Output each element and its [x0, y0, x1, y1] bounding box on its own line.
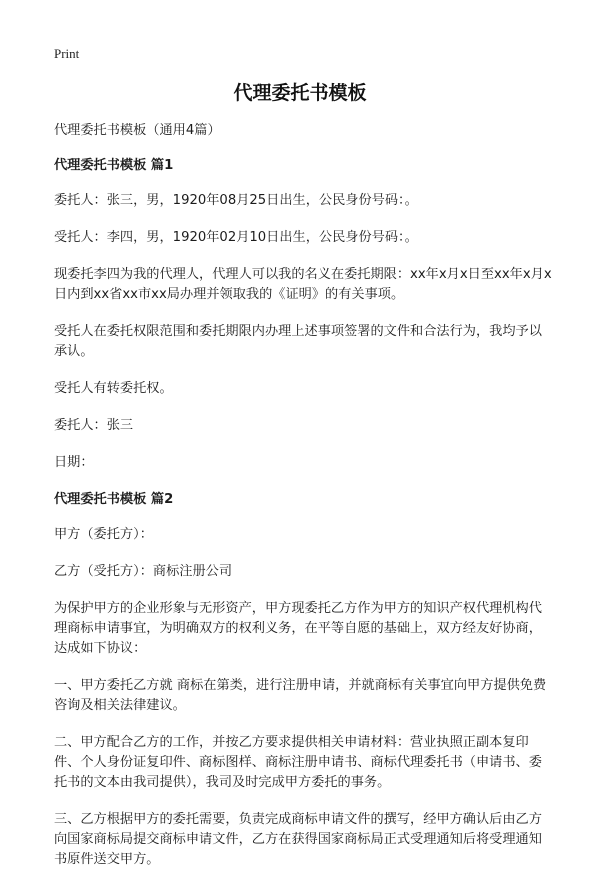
document-body — [54, 121, 554, 887]
paragraph: 三、乙方根据甲方的委托需要，负责完成商标申请文件的撰写，经甲方确认后由乙方向国家商标局提交商标申请文件，乙方在获得国家商标局正式受理通知后将受理通知书原件送交甲方。 — [54, 812, 542, 867]
paragraph: 受托人：李四，男，1920年02月10日出生，公民身份号码：。 — [54, 230, 418, 245]
paragraph: 为保护甲方的企业形象与无形资产，甲方现委托乙方作为甲方的知识产权代理机构代理商标申请事宜，为明确双方的权利义务，在平等自愿的基础上，双方经友好协商，达成如下协议： — [54, 601, 542, 656]
paragraph: 受托人有转委托权。 — [54, 381, 173, 396]
paragraph: 乙方（受托方）：商标注册公司 — [54, 564, 233, 579]
paragraph: 一、甲方委托乙方就 商标在第类，进行注册申请，并就商标有关事宜向甲方提供免费咨询及相关法律建议。 — [54, 678, 547, 713]
paragraph: 委托人：张三，男，1920年08月25日出生，公民身份号码：。 — [54, 193, 418, 208]
section-2-heading: 代理委托书模板 篇2 — [54, 492, 174, 507]
paragraph: 受托人在委托权限范围和委托期限内办理上述事项签署的文件和合法行为，我均予以承认。 — [54, 324, 542, 359]
paragraph: 委托人：张三 — [54, 418, 134, 433]
print-label: Print — [54, 46, 80, 61]
document-title: 代理委托书模板 — [233, 82, 367, 104]
document-subtitle: 代理委托书模板（通用4篇） — [54, 123, 221, 138]
paragraph: 甲方（委托方）： — [54, 527, 153, 542]
section-1-heading: 代理委托书模板 篇1 — [54, 158, 174, 173]
paragraph: 现委托李四为我的代理人，代理人可以我的名义在委托期限：xx年x月x日至xx年x月x日内到xx省xx市xx局办理并领取我的《证明》的有关事项。 — [54, 267, 552, 302]
paragraph: 二、甲方配合乙方的工作，并按乙方要求提供相关申请材料：营业执照正副本复印件、个人身份证复印件、商标图样、商标注册申请书、商标代理委托书（申请书、委托书的文本由我司提供），我司及时完成甲方委托的事务。 — [54, 735, 542, 790]
paragraph: 日期： — [54, 455, 94, 470]
